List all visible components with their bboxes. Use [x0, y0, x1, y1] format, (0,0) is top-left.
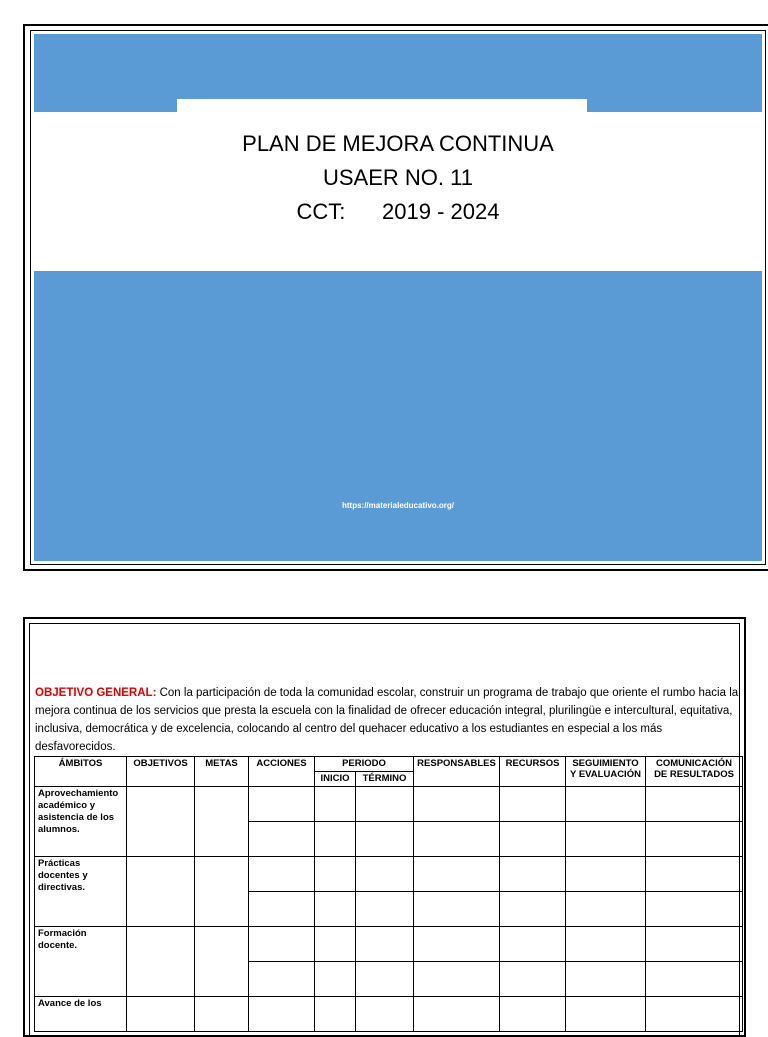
objetivos-cell[interactable] — [127, 927, 195, 997]
termino-cell[interactable] — [356, 857, 414, 892]
header-metas: METAS — [195, 757, 249, 787]
termino-cell[interactable] — [356, 787, 414, 822]
metas-cell[interactable] — [195, 857, 249, 927]
comunicacion-cell[interactable] — [646, 927, 743, 962]
header-termino: TÉRMINO — [356, 772, 414, 787]
cover-title — [31, 127, 765, 229]
header-comunicacion: COMUNICACIÓN DE RESULTADOS — [646, 757, 743, 787]
cover-title-line-3: CCT: 2019 - 2024 — [296, 199, 500, 224]
objetivos-cell[interactable] — [127, 997, 195, 1032]
recursos-cell[interactable] — [500, 822, 566, 857]
comunicacion-cell[interactable] — [646, 857, 743, 892]
cover-frame — [30, 30, 766, 565]
acciones-cell[interactable] — [249, 787, 315, 822]
plan-frame — [29, 623, 740, 1035]
inicio-cell[interactable] — [315, 892, 356, 927]
seguimiento-cell[interactable] — [566, 892, 646, 927]
cover-title-line-1: PLAN DE MEJORA CONTINUA — [242, 131, 554, 156]
responsables-cell[interactable] — [414, 857, 500, 892]
comunicacion-cell[interactable] — [646, 962, 743, 997]
general-objective — [35, 684, 745, 756]
seguimiento-cell[interactable] — [566, 962, 646, 997]
inicio-cell[interactable] — [315, 997, 356, 1032]
white-title-tab — [177, 99, 587, 113]
inicio-cell[interactable] — [315, 857, 356, 892]
seguimiento-cell[interactable] — [566, 997, 646, 1032]
plan-page — [23, 617, 746, 1037]
metas-cell[interactable] — [195, 927, 249, 997]
responsables-cell[interactable] — [414, 962, 500, 997]
header-seguimiento: SEGUIMIENTO Y EVALUACIÓN — [566, 757, 646, 787]
inicio-cell[interactable] — [315, 822, 356, 857]
acciones-cell[interactable] — [249, 857, 315, 892]
recursos-cell[interactable] — [500, 997, 566, 1032]
termino-cell[interactable] — [356, 997, 414, 1032]
acciones-cell[interactable] — [249, 892, 315, 927]
header-periodo: PERIODO — [315, 757, 414, 772]
metas-cell[interactable] — [195, 997, 249, 1032]
header-ambitos: ÁMBITOS — [35, 757, 127, 787]
inicio-cell[interactable] — [315, 927, 356, 962]
header-responsables: RESPONSABLES — [414, 757, 500, 787]
ambito-cell: Avance de los — [35, 997, 127, 1032]
recursos-cell[interactable] — [500, 892, 566, 927]
seguimiento-cell[interactable] — [566, 927, 646, 962]
recursos-cell[interactable] — [500, 962, 566, 997]
table-row — [35, 997, 743, 1032]
acciones-cell[interactable] — [249, 927, 315, 962]
cover-page — [23, 24, 768, 571]
comunicacion-cell[interactable] — [646, 892, 743, 927]
metas-cell[interactable] — [195, 787, 249, 857]
acciones-cell[interactable] — [249, 962, 315, 997]
seguimiento-cell[interactable] — [566, 857, 646, 892]
cover-title-line-2: USAER NO. 11 — [323, 165, 473, 190]
recursos-cell[interactable] — [500, 857, 566, 892]
recursos-cell[interactable] — [500, 927, 566, 962]
comunicacion-cell[interactable] — [646, 822, 743, 857]
seguimiento-cell[interactable] — [566, 822, 646, 857]
header-objetivos: OBJETIVOS — [127, 757, 195, 787]
responsables-cell[interactable] — [414, 822, 500, 857]
header-inicio: INICIO — [315, 772, 356, 787]
source-url[interactable]: https://materialeducativo.org/ — [341, 501, 455, 510]
ambito-cell: Aprovechamiento académico y asistencia de los alumnos. — [35, 787, 127, 857]
ambito-cell: Formación docente. — [35, 927, 127, 997]
table-row — [35, 857, 743, 892]
responsables-cell[interactable] — [414, 892, 500, 927]
termino-cell[interactable] — [356, 892, 414, 927]
responsables-cell[interactable] — [414, 997, 500, 1032]
inicio-cell[interactable] — [315, 962, 356, 997]
ambito-cell: Prácticas docentes y directivas. — [35, 857, 127, 927]
acciones-cell[interactable] — [249, 997, 315, 1032]
plan-table — [34, 756, 743, 1032]
termino-cell[interactable] — [356, 962, 414, 997]
recursos-cell[interactable] — [500, 787, 566, 822]
table-row — [35, 927, 743, 962]
table-row — [35, 787, 743, 822]
termino-cell[interactable] — [356, 822, 414, 857]
inicio-cell[interactable] — [315, 787, 356, 822]
objective-label: OBJETIVO GENERAL: — [35, 687, 157, 699]
objetivos-cell[interactable] — [127, 787, 195, 857]
responsables-cell[interactable] — [414, 927, 500, 962]
termino-cell[interactable] — [356, 927, 414, 962]
bottom-blue-band — [34, 271, 762, 561]
seguimiento-cell[interactable] — [566, 787, 646, 822]
acciones-cell[interactable] — [249, 822, 315, 857]
responsables-cell[interactable] — [414, 787, 500, 822]
header-acciones: ACCIONES — [249, 757, 315, 787]
comunicacion-cell[interactable] — [646, 997, 743, 1032]
objective-text: Con la participación de toda la comunidad escolar, construir un programa de trabajo que oriente el rumbo hacia la mejora continua de los servicios que presta la escuela con la finalidad de ofrecer educación integral, plurilingüe e intercultural, equitativa, inclusiva, democrática y de excelencia, colocando al centro del quehacer educativo a los estudiantes en especial a los más desfavorecidos. — [35, 687, 739, 753]
objetivos-cell[interactable] — [127, 857, 195, 927]
header-recursos: RECURSOS — [500, 757, 566, 787]
comunicacion-cell[interactable] — [646, 787, 743, 822]
